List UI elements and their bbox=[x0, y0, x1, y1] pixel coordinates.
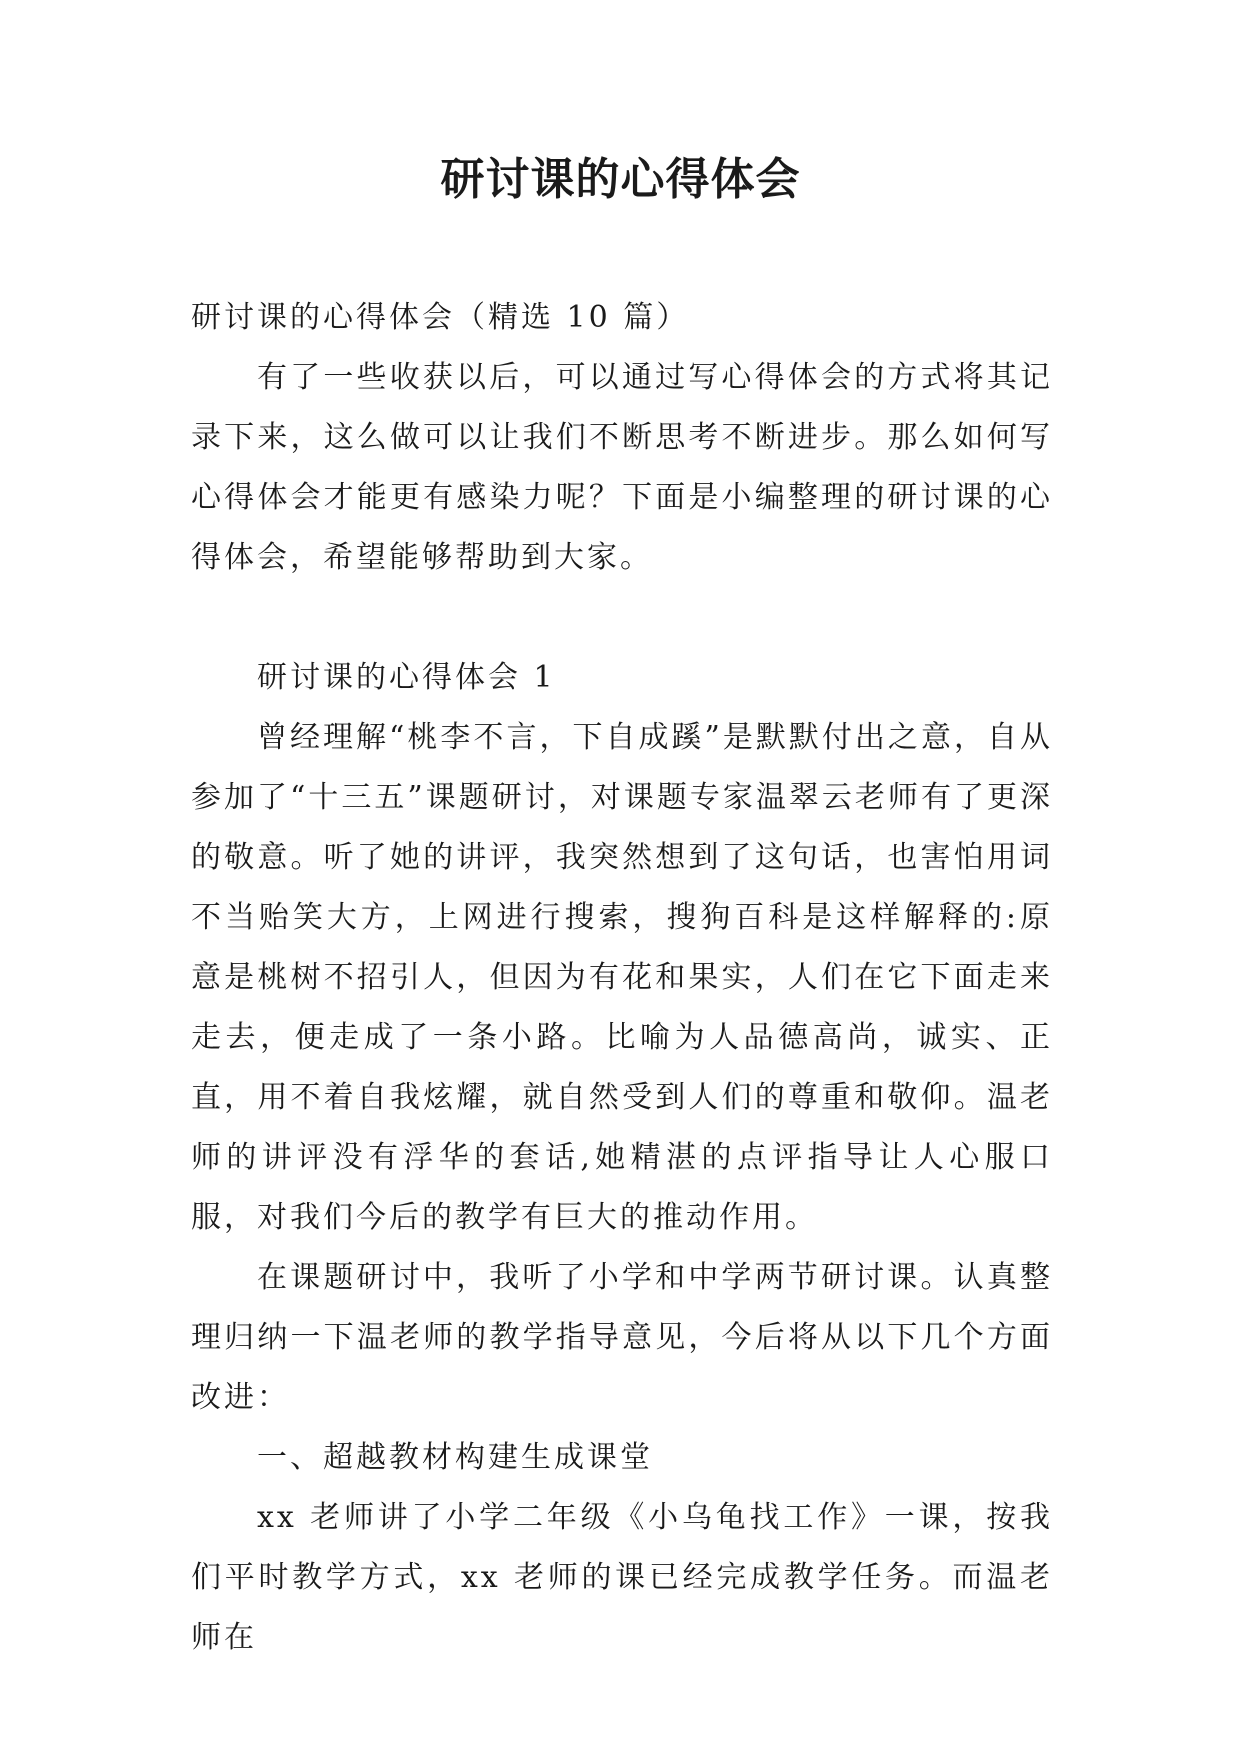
section-heading: 研讨课的心得体会 1 bbox=[257, 660, 556, 695]
paragraph-spacer bbox=[191, 588, 1053, 648]
body-paragraph: 在课题研讨中，我听了小学和中学两节研讨课。认真整理归纳一下温老师的教学指导意见，今后将从以下几个方面改进： bbox=[191, 1260, 1053, 1415]
body-paragraph: 曾经理解“桃李不言，下自成蹊”是默默付出之意，自从参加了“十三五”课题研讨，对课题专家温翠云老师有了更深的敬意。听了她的讲评，我突然想到了这句话，也害怕用词不当贻笑大方，上网进行搜索，搜狗百科是这样解释的:原意是桃树不招引人，但因为有花和果实，人们在它下面走来走去，便走成了一条小路。比喻为人品德高尚，诚实、正直，用不着自我炫耀，就自然受到人们的尊重和敬仰。温老师的讲评没有浮华的套话,她精湛的点评指导让人心服口服，对我们今后的教学有巨大的推动作用。 bbox=[191, 720, 1053, 1235]
body-paragraph: xx 老师讲了小学二年级《小乌龟找工作》一课，按我们平时教学方式，xx 老师的课已经完成教学任务。而温老师在 bbox=[191, 1500, 1053, 1655]
document-title: 研讨课的心得体会 bbox=[440, 154, 801, 205]
document-body bbox=[191, 288, 1053, 1668]
subsection-heading: 一、超越教材构建生成课堂 bbox=[257, 1440, 653, 1475]
document-subtitle: 研讨课的心得体会（精选 10 篇） bbox=[191, 300, 690, 335]
intro-paragraph: 有了一些收获以后，可以通过写心得体会的方式将其记录下来，这么做可以让我们不断思考不断进步。那么如何写心得体会才能更有感染力呢？下面是小编整理的研讨课的心得体会，希望能够帮助到大家。 bbox=[191, 360, 1053, 575]
